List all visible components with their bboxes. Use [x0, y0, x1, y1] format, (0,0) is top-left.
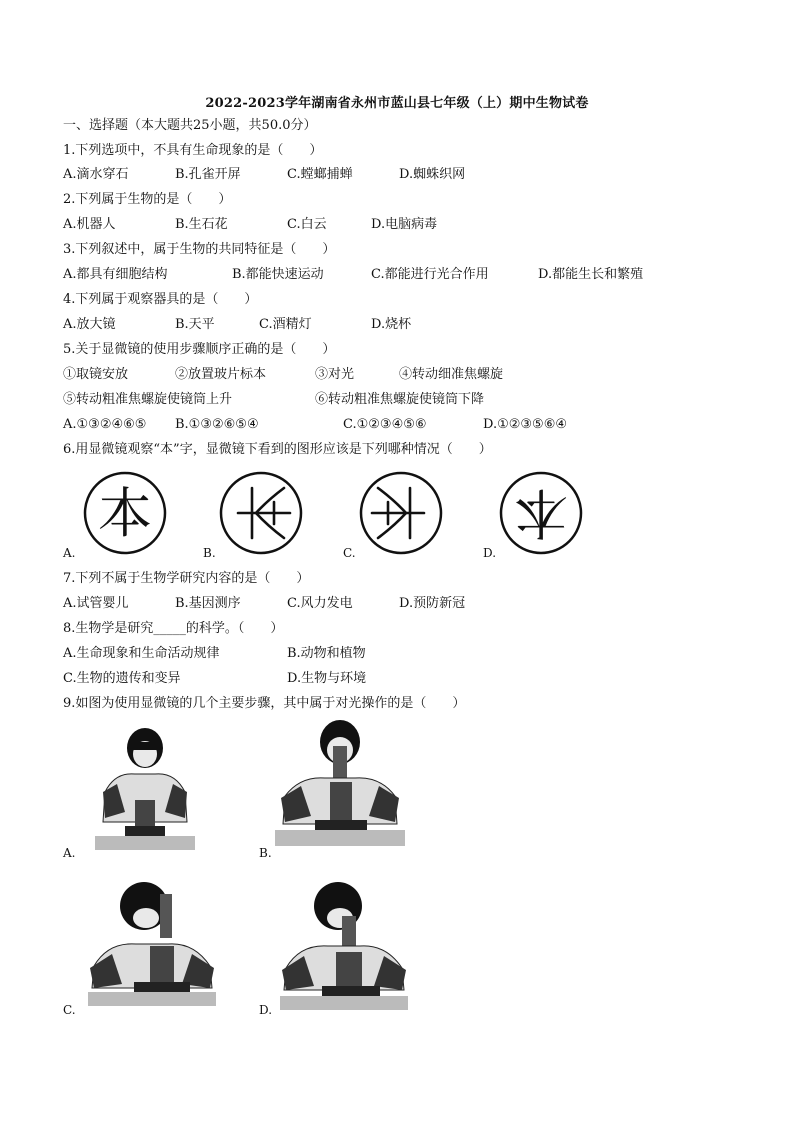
- q6-char-d: 本: [514, 481, 568, 544]
- q2-option-c: C.白云: [287, 217, 327, 232]
- q6-option-c: C.: [343, 546, 356, 560]
- q5-option-b: B.①③②⑥⑤④: [175, 417, 259, 432]
- section-heading: 一、选择题（本大题共25小题，共50.0分）: [63, 118, 317, 133]
- q3-option-b: B.都能快速运动: [232, 267, 324, 282]
- question-3-stem: 3.下列叙述中，属于生物的共同特征是（ ）: [63, 242, 336, 257]
- q1-option-d: D.蜘蛛织网: [399, 167, 466, 182]
- q7-option-b: B.基因测序: [175, 596, 241, 611]
- q6-figure-c: [356, 470, 446, 556]
- q3-option-a: A.都具有细胞结构: [63, 267, 168, 282]
- q5-step-5: ⑤转动粗准焦螺旋使镜筒上升: [63, 392, 233, 407]
- q7-option-a: A.试管婴儿: [63, 596, 129, 611]
- q6-figure-b: [216, 470, 306, 556]
- q9-option-c: C.: [63, 1003, 76, 1017]
- q9-option-b: B.: [259, 846, 272, 860]
- q9-photo-d: [280, 876, 408, 1010]
- exam-title: 2022-2023学年湖南省永州市蓝山县七年级（上）期中生物试卷: [205, 96, 589, 111]
- question-6-stem: 6.用显微镜观察“本”字，显微镜下看到的图形应该是下列哪种情况（ ）: [63, 442, 492, 457]
- q6-figure-a: [80, 470, 170, 556]
- q2-option-a: A.机器人: [63, 217, 116, 232]
- q8-option-d: D.生物与环境: [287, 671, 367, 686]
- q4-option-a: A.放大镜: [63, 317, 116, 332]
- q1-option-c: C.螳螂捕蝉: [287, 167, 353, 182]
- q8-option-a: A.生命现象和生命活动规律: [63, 646, 220, 661]
- q6-option-b: B.: [203, 546, 216, 560]
- question-4-stem: 4.下列属于观察器具的是（ ）: [63, 292, 258, 307]
- q6-option-d: D.: [483, 546, 497, 560]
- q4-option-d: D.烧杯: [371, 317, 412, 332]
- q9-photo-a: [95, 722, 195, 850]
- question-1-stem: 1.下列选项中，不具有生命现象的是（ ）: [63, 143, 323, 158]
- q9-option-d: D.: [259, 1003, 273, 1017]
- q5-option-d: D.①②③⑤⑥④: [483, 417, 568, 432]
- q4-option-b: B.天平: [175, 317, 215, 332]
- q4-option-c: C.酒精灯: [259, 317, 312, 332]
- q1-option-b: B.孔雀开屏: [175, 167, 241, 182]
- question-8-stem: 8.生物学是研究_____的科学。（ ）: [63, 621, 284, 636]
- q5-step-2: ②放置玻片标本: [175, 367, 267, 382]
- q7-option-c: C.风力发电: [287, 596, 353, 611]
- q9-option-a: A.: [63, 846, 76, 860]
- q3-option-d: D.都能生长和繁殖: [538, 267, 644, 282]
- q9-photo-b: [275, 716, 405, 846]
- q3-option-c: C.都能进行光合作用: [371, 267, 489, 282]
- q1-option-a: A.滴水穿石: [63, 167, 129, 182]
- q2-option-d: D.电脑病毒: [371, 217, 438, 232]
- q5-step-4: ④转动细准焦螺旋: [399, 367, 504, 382]
- question-2-stem: 2.下列属于生物的是（ ）: [63, 192, 232, 207]
- q9-photo-c: [88, 876, 216, 1006]
- q5-step-1: ①取镜安放: [63, 367, 129, 382]
- question-7-stem: 7.下列不属于生物学研究内容的是（ ）: [63, 571, 310, 586]
- q5-step-3: ③对光: [315, 367, 355, 382]
- question-5-stem: 5.关于显微镜的使用步骤顺序正确的是（ ）: [63, 342, 336, 357]
- q8-option-b: B.动物和植物: [287, 646, 366, 661]
- q5-option-a: A.①③②④⑥⑤: [63, 417, 147, 432]
- q5-option-c: C.①②③④⑤⑥: [343, 417, 427, 432]
- q8-option-c: C.生物的遗传和变异: [63, 671, 181, 686]
- question-9-stem: 9.如图为使用显微镜的几个主要步骤，其中属于对光操作的是（ ）: [63, 696, 466, 711]
- q6-char-a: 本: [98, 482, 152, 545]
- q6-figure-d: [496, 470, 586, 556]
- q5-step-6: ⑥转动粗准焦螺旋使镜筒下降: [315, 392, 485, 407]
- q6-option-a: A.: [63, 546, 76, 560]
- q2-option-b: B.生石花: [175, 217, 228, 232]
- q7-option-d: D.预防新冠: [399, 596, 466, 611]
